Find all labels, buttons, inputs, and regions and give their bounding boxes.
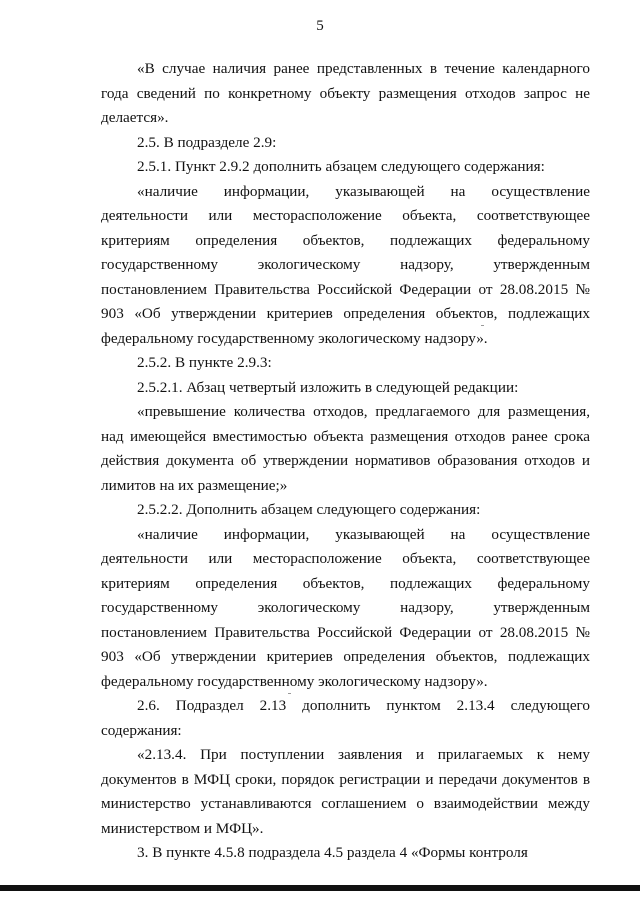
document-body bbox=[101, 57, 590, 866]
paragraph-2-6: 2.6. Подраздел 2.13 дополнить пунктом 2.13.4 следующего содержания: bbox=[101, 697, 590, 739]
paragraph-2-5-2: 2.5.2. В пункте 2.9.3: bbox=[137, 354, 272, 371]
scan-speck bbox=[481, 325, 484, 326]
scan-speck bbox=[288, 693, 291, 694]
paragraph-quote-criteria-1: «наличие информации, указывающей на осуществление деятельности или месторасположение объекта, соответствующее критериям определения объектов, подлежащих федеральному государственному экологическому надзору, утвержденным постановлением Правительства Российской Федерации от 28.08.2015 № 903 «Об утверждении критериев определения объектов, подлежащих федеральному государственному экологическому надзору». bbox=[101, 182, 590, 347]
paragraph-quote-excess: «превышение количества отходов, предлагаемого для размещения, над имеющейся вместимостью объекта размещения отходов ранее срока действия документа об утверждении нормативов образования отходов и лимитов на их размещение;» bbox=[101, 403, 590, 494]
paragraph-quote-criteria-2: «наличие информации, указывающей на осуществление деятельности или месторасположение объекта, соответствующее критериям определения объектов, подлежащих федеральному государственному экологическому надзору, утвержденным постановлением Правительства Российской Федерации от 28.08.2015 № 903 «Об утверждении критериев определения объектов, подлежащих федеральному государственному экологическому надзору». bbox=[101, 525, 590, 690]
paragraph-quote-request: «В случае наличия ранее представленных в течение календарного года сведений по конкретному объекту размещения отходов запрос не делается». bbox=[101, 60, 590, 126]
paragraph-quote-2-13-4: «2.13.4. При поступлении заявления и прилагаемых к нему документов в МФЦ сроки, порядок регистрации и передачи документов в министерство устанавливаются соглашением о взаимодействии между министерством и МФЦ». bbox=[101, 746, 590, 837]
page-number: 5 bbox=[316, 18, 324, 34]
scan-bottom-edge bbox=[0, 885, 640, 891]
paragraph-3: 3. В пункте 4.5.8 подраздела 4.5 раздела 4 «Формы контроля bbox=[137, 844, 528, 861]
paragraph-2-5-2-1: 2.5.2.1. Абзац четвертый изложить в следующей редакции: bbox=[137, 378, 519, 396]
paragraph-2-5-2-2: 2.5.2.2. Дополнить абзацем следующего содержания: bbox=[137, 501, 481, 518]
paragraph-2-5-1: 2.5.1. Пункт 2.9.2 дополнить абзацем следующего содержания: bbox=[137, 158, 545, 175]
paragraph-2-5: 2.5. В подразделе 2.9: bbox=[137, 133, 277, 151]
